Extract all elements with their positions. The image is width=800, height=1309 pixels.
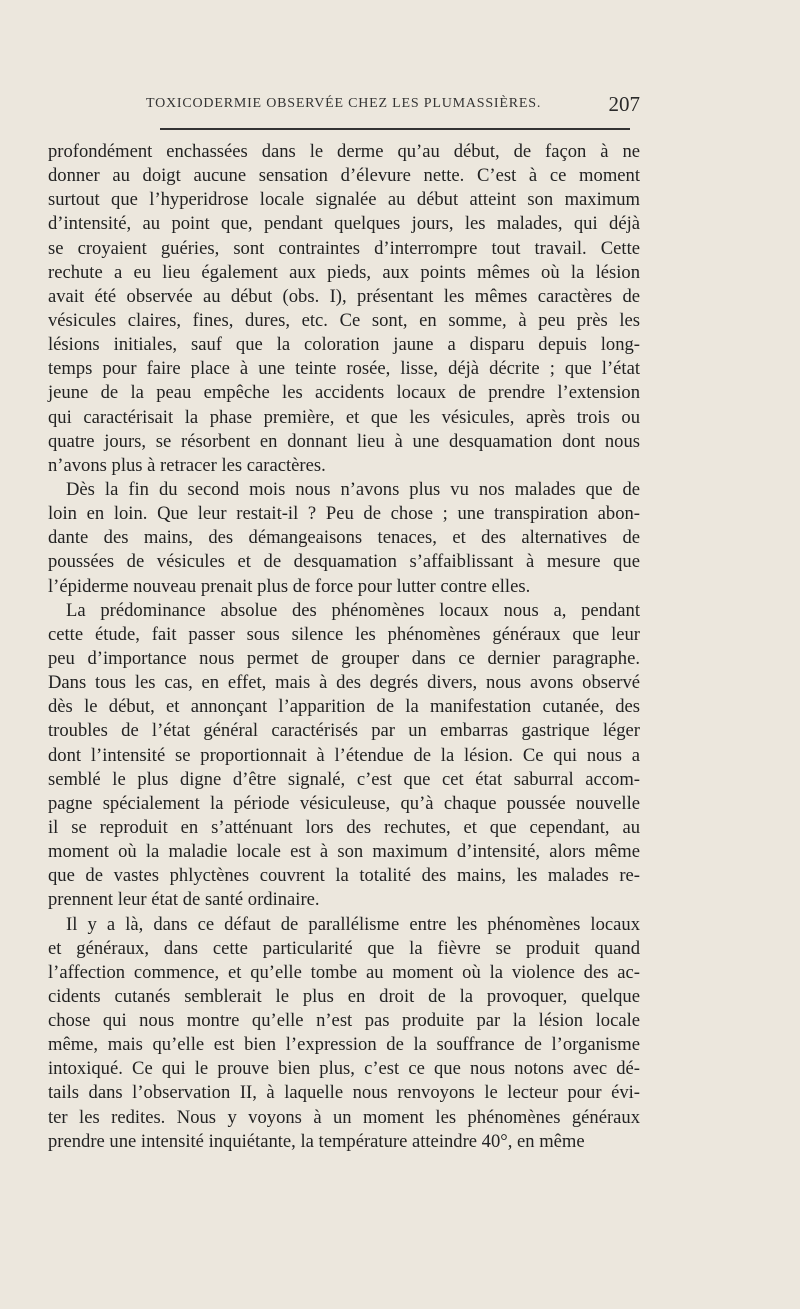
- text-line: jeune de la peau empêche les accidents locaux de prendre l’extension: [48, 382, 640, 404]
- text-line: prennent leur état de santé ordinaire.: [48, 889, 320, 911]
- text-line: cidents cutanés semblerait le plus en droit de la provoquer, quelque: [48, 985, 640, 1007]
- paragraph: [48, 140, 640, 478]
- text-line: intoxiqué. Ce qui le prouve bien plus, c’est ce que nous notons avec dé-: [48, 1058, 640, 1080]
- text-line: Il y a là, dans ce défaut de parallélisme entre les phénomènes locaux: [66, 913, 640, 935]
- text-line: semblé le plus digne d’être signalé, c’est que cet état saburral accom-: [48, 768, 640, 790]
- paragraph: [48, 913, 640, 1154]
- text-line: donner au doigt aucune sensation d’élevure nette. C’est à ce moment: [48, 165, 640, 187]
- text-line: quatre jours, se résorbent en donnant lieu à une desquamation dont nous: [48, 430, 640, 452]
- text-line: temps pour faire place à une teinte rosée, lisse, déjà décrite ; que l’état: [48, 358, 640, 380]
- page-number: 207: [608, 92, 640, 116]
- header-rule: [160, 128, 630, 130]
- text-line: l’épiderme nouveau prenait plus de force pour lutter contre elles.: [48, 575, 531, 597]
- text-line: ter les redites. Nous y voyons à un moment les phénomènes généraux: [48, 1106, 640, 1128]
- text-line: cette étude, fait passer sous silence les phénomènes généraux que leur: [48, 623, 640, 645]
- text-line: même, mais qu’elle est bien l’expression de la souffrance de l’organisme: [48, 1034, 640, 1056]
- paragraph: [48, 599, 640, 913]
- text-line: loin en loin. Que leur restait-il ? Peu de chose ; une transpiration abon-: [48, 503, 640, 525]
- running-title: TOXICODERMIE OBSERVÉE CHEZ LES PLUMASSIÈRES.: [146, 96, 542, 111]
- text-line: profondément enchassées dans le derme qu’au début, de façon à ne: [48, 141, 640, 162]
- text-line: avait été observée au début (obs. I), présentant les mêmes caractères de: [48, 285, 640, 307]
- text-line: n’avons plus à retracer les caractères.: [48, 454, 326, 476]
- text-line: qui caractérisait la phase première, et que les vésicules, après trois ou: [48, 406, 640, 428]
- body-text: [48, 140, 640, 1154]
- text-line: La prédominance absolue des phénomènes locaux nous a, pendant: [66, 599, 640, 621]
- text-line: dante des mains, des démangeaisons tenaces, et des alternatives de: [48, 527, 640, 549]
- text-line: rechute a eu lieu également aux pieds, aux points mêmes où la lésion: [48, 261, 640, 283]
- text-line: Dès la fin du second mois nous n’avons plus vu nos malades que de: [66, 478, 640, 500]
- text-line: dont l’intensité se proportionnait à l’étendue de la lésion. Ce qui nous a: [48, 744, 640, 766]
- running-head: [120, 92, 650, 122]
- paragraph: [48, 478, 640, 599]
- text-line: tails dans l’observation II, à laquelle nous renvoyons le lecteur pour évi-: [48, 1082, 640, 1104]
- text-line: lésions initiales, sauf que la coloration jaune a disparu depuis long-: [48, 334, 640, 356]
- text-line: surtout que l’hyperidrose locale signalée au début atteint son maximum: [48, 189, 640, 211]
- text-line: l’affection commence, et qu’elle tombe au moment où la violence des ac-: [48, 961, 640, 983]
- text-line: dès le début, et annonçant l’apparition de la manifestation cutanée, des: [48, 696, 640, 718]
- text-line: chose qui nous montre qu’elle n’est pas produite par la lésion locale: [48, 1010, 640, 1032]
- text-line: que de vastes phlyctènes couvrent la totalité des mains, les malades re-: [48, 865, 640, 887]
- text-line: se croyaient guéries, sont contraintes d’interrompre tout travail. Cette: [48, 237, 640, 259]
- text-line: et généraux, dans cette particularité que la fièvre se produit quand: [48, 937, 640, 959]
- text-line: peu d’importance nous permet de grouper dans ce dernier paragraphe.: [48, 647, 640, 669]
- text-line: troubles de l’état général caractérisés par un embarras gastrique léger: [48, 720, 640, 742]
- text-line: pagne spécialement la période vésiculeuse, qu’à chaque poussée nouvelle: [48, 792, 640, 814]
- text-line: vésicules claires, fines, dures, etc. Ce sont, en somme, à peu près les: [48, 309, 640, 331]
- text-line: d’intensité, au point que, pendant quelques jours, les malades, qui déjà: [48, 213, 640, 235]
- text-line: prendre une intensité inquiétante, la température atteindre 40°, en même: [48, 1130, 585, 1152]
- text-line: moment où la maladie locale est à son maximum d’intensité, alors même: [48, 841, 640, 863]
- text-line: Dans tous les cas, en effet, mais à des degrés divers, nous avons observé: [48, 672, 640, 694]
- text-line: il se reproduit en s’atténuant lors des rechutes, et que cependant, au: [48, 816, 640, 838]
- text-line: poussées de vésicules et de desquamation s’affaiblissant à mesure que: [48, 551, 640, 573]
